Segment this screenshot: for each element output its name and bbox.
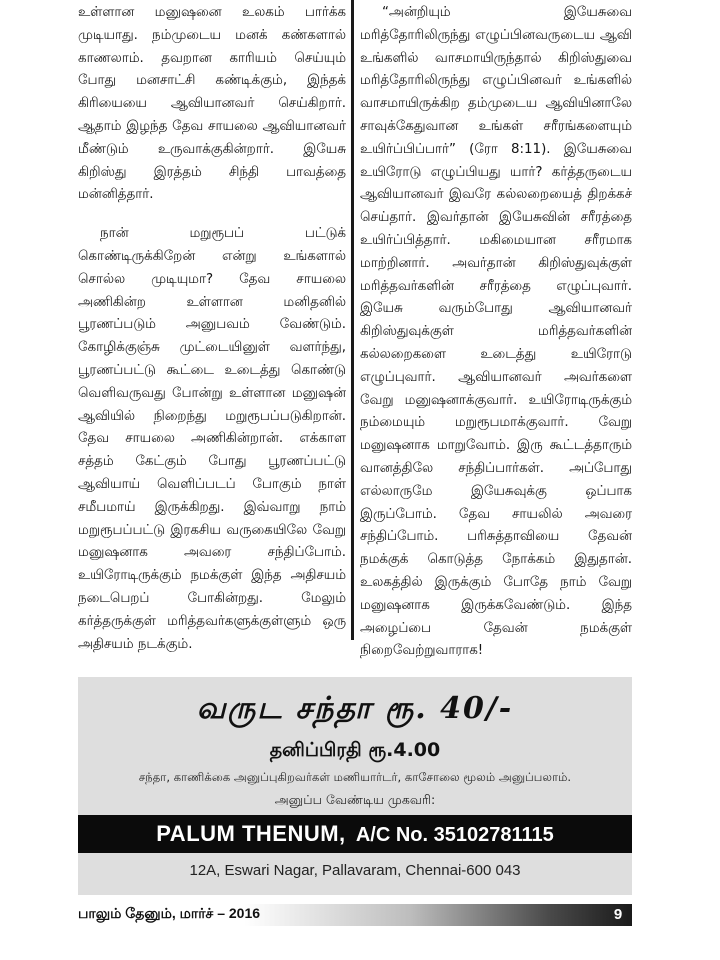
- address-label: அனுப்ப வேண்டிய முகவரி:: [274, 792, 436, 807]
- column-divider: [351, 0, 354, 640]
- article-paragraph: நான் மறுரூபப் பட்டுக் கொண்டிருக்கிறேன் என்று உங்களால் சொல்ல முடியுமா? தேவ சாயலை அணிகின்ற உள்ளான மனிதனில் பூரணப்படும் அனுபவம் வேண்டும். கோழிக்குஞ்சு முட்டையினுள் வளர்ந்து, பூரணப்பட்டு கூட்டை உடைத்து கொண்டு வெளிவருவது போன்று உள்ளான மனுஷன் ஆவியில் நிறைந்து மறுரூபப்படுகிறான். தேவ சாயலை அணிகின்றான். எக்காள சத்தம் கேட்கும் போது பூரணப்பட்டு ஆவியாய் வெளிப்படப் போகும் நாள் சமீபமாய் இருக்கிறது. இவ்வாறு நாம் மறுரூபப்பட்டு இரகசிய வருகையிலே வேறு மனுஷனாக அவரை சந்திப்போம். உயிரோடிருக்கும் நமக்குள் இந்த அதிசயம் நடைபெறப் போகின்றது. மேலும் கர்த்தருக்குள் மரித்தவர்களுக்குள்ளும் ஒரு அதிசயம் நடக்கும்.: [78, 226, 346, 652]
- single-copy-price: தனிப்பிரதி ரூ.4.00: [269, 739, 441, 761]
- page-number: 9: [613, 906, 623, 923]
- article-paragraph: உள்ளான மனுஷனை உலகம் பார்க்க முடியாது. நம்முடைய மனக் கண்களால் காணலாம். தவறான காரியம் செய்யும் போது மனசாட்சி கண்டிக்கும், இந்தக் கிரியையை ஆவியானவர் செய்கிறார். ஆதாம் இழந்த தேவ சாயலை ஆவியானவர் மீண்டும் உருவாக்குகின்றார். இயேசு கிறிஸ்து இரத்தம் சிந்தி பாவத்தை மன்னித்தார்.: [78, 5, 346, 203]
- account-number: A/C No. 35102781115: [355, 824, 554, 846]
- account-banner: [78, 815, 632, 853]
- postal-address: 12A, Eswari Nagar, Pallavaram, Chennai-600 043: [189, 862, 521, 879]
- payment-note: சந்தா, காணிக்கை அனுப்புகிறவர்கள் மணியார்டர், காசோலை மூலம் அனுப்பலாம்.: [138, 770, 572, 784]
- subscription-box: [78, 677, 632, 895]
- article-paragraph: “அன்றியும் இயேசுவை மரித்தோரிலிருந்து எழுப்பினவருடைய ஆவி உங்களில் வாசமாயிருந்தால் கிறிஸ்துவை மரித்தோரிலிருந்து எழுப்பினவர் உங்களில் வாசமாயிருக்கிற தம்முடைய ஆவியினாலே சாவுக்கேதுவான உங்கள் சரீரங்களையும் உயிர்ப்பிப்பார்” (ரோ 8:11). இயேசுவை உயிரோடு எழுப்பியது யார்? கர்த்தருடைய ஆவியானவர் இவரே கல்லறையைத் திறக்கச் செய்தார். இவர்தான் இயேசுவின் சரீரத்தை உயிர்ப்பித்தார். மகிமையான சரீரமாக மாற்றினார். அவர்தான் கிறிஸ்துவுக்குள் மரித்தவர்களின் சரீரத்தை எழுப்புவார். இயேசு வரும்போது ஆவியானவர் கிறிஸ்துவுக்குள் மரித்தவர்களின் கல்லறைகளை உடைத்து உயிரோடு எழுப்புவார். ஆவியானவர் அவர்களை வேறு மனுஷனாக்குவார். உயிரோடிருக்கும் நம்மையும் மறுரூபமாக்குவார். வேறு மனுஷனாக மாறுவோம். இரு கூட்டத்தாரும் வானத்திலே சந்திப்பார்கள். அப்போது எல்லாருமே இயேசுவுக்கு ஒப்பாக இருப்போம். தேவ சாயலில் அவரை சந்திப்போம். பரிசுத்தாவியை தேவன் நமக்குக் கொடுத்த நோக்கம் இதுதான். உலகத்தில் இருக்கும் போதே நாம் வேறு மனுஷனாக இருக்கவேண்டும். இந்த அழைப்பை தேவன் நமக்குள் நிறைவேற்றுவாராக!: [360, 5, 632, 659]
- article-left-column: [78, 0, 346, 672]
- footer-issue-label: பாலும் தேனும், மார்ச் – 2016: [78, 905, 261, 921]
- subscription-title: வருட சந்தா ரூ. 40/-: [196, 691, 514, 726]
- article-right-column: [360, 0, 632, 679]
- account-name: PALUM THENUM,: [156, 821, 346, 846]
